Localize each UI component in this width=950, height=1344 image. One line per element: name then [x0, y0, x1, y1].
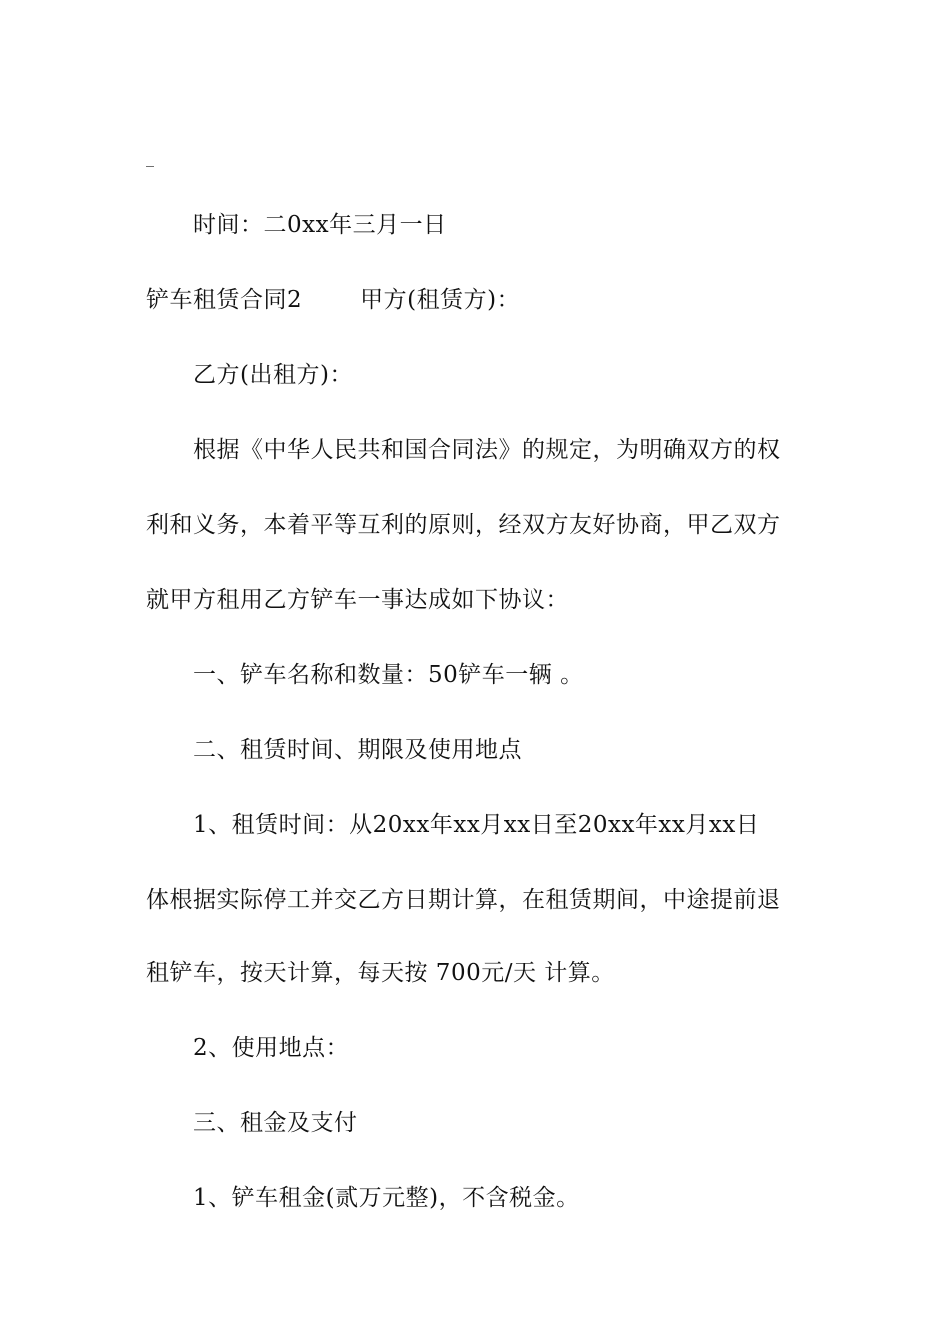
- title-party-line: [146, 285, 826, 315]
- contract-title: 铲车租赁合同2: [146, 287, 303, 313]
- body-paragraph-line: 就甲方租用乙方铲车一事达成如下协议：: [146, 587, 569, 613]
- rental-time-line: 体根据实际停工并交乙方日期计算，在租赁期间，中途提前退: [146, 887, 781, 913]
- rental-time-line: 租铲车，按天计算，每天按 700元/天 计算。: [146, 960, 615, 986]
- party-b-label: 乙方(出租方)：: [193, 362, 353, 388]
- section-two-heading: 二、租赁时间、期限及使用地点: [193, 737, 522, 763]
- body-paragraph-line: 利和义务，本着平等互利的原则，经双方友好协商，甲乙双方: [146, 512, 781, 538]
- section-one-line: 一、铲车名称和数量：50铲车一辆 。: [193, 662, 584, 688]
- rental-time-line: 1、租赁时间：从20xx年xx月xx日至20xx年xx月xx日: [193, 812, 760, 838]
- section-three-heading: 三、租金及支付: [193, 1110, 358, 1136]
- top-mark: _: [146, 148, 154, 167]
- body-paragraph-line: 根据《中华人民共和国合同法》的规定，为明确双方的权: [193, 437, 781, 463]
- usage-location-line: 2、使用地点：: [193, 1035, 350, 1061]
- party-a-label: 甲方(租赁方)：: [360, 287, 521, 313]
- date-line: 时间：二0xx年三月一日: [193, 212, 447, 238]
- rent-amount-line: 1、铲车租金(贰万元整)，不含税金。: [193, 1185, 580, 1211]
